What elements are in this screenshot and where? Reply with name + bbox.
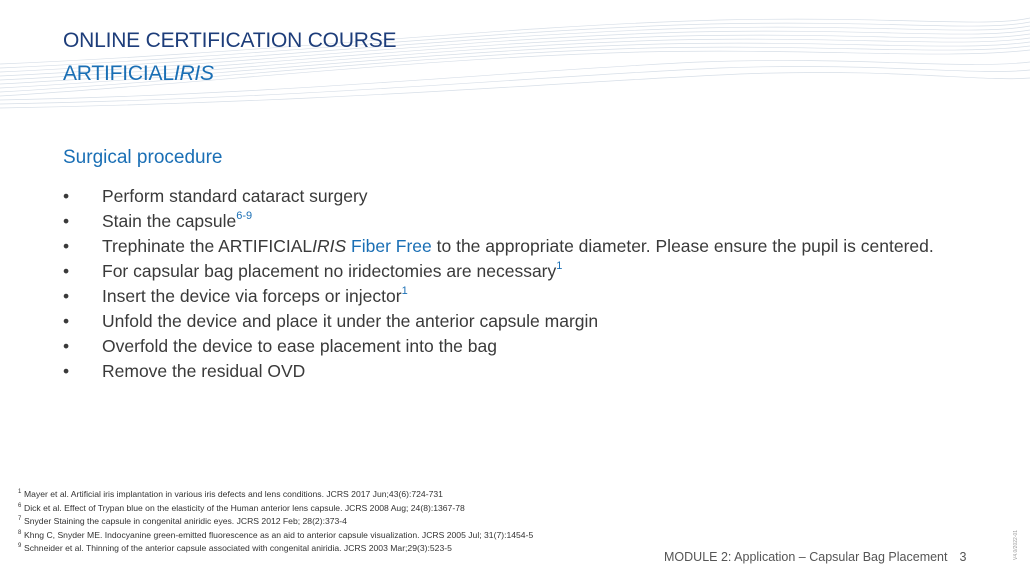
reference-number: 9 <box>18 543 22 549</box>
bullet-marker: • <box>63 261 70 281</box>
reference-item <box>18 542 618 556</box>
reference-number: 1 <box>18 489 22 495</box>
list-item-text: For capsular bag placement no iridectomies are necessary <box>102 261 557 281</box>
list-item-text: Unfold the device and place it under the anterior capsule margin <box>102 311 599 331</box>
module-label: MODULE 2: Application – Capsular Bag Placement <box>664 550 948 564</box>
product-title <box>63 62 396 86</box>
list-item-text: Stain the capsule <box>102 211 237 231</box>
bullet-marker: • <box>63 186 70 206</box>
slide-header <box>63 29 396 86</box>
list-item-text: Overfold the device to ease placement into the bag <box>102 336 497 356</box>
list-item-text: Perform standard cataract surgery <box>102 186 368 206</box>
list-item <box>63 360 963 382</box>
procedure-list <box>63 185 963 385</box>
bullet-marker: • <box>63 336 70 356</box>
bullet-marker: • <box>63 236 70 256</box>
citation-superscript: 1 <box>556 260 563 273</box>
reference-item <box>18 529 618 543</box>
bullet-marker: • <box>63 311 70 331</box>
reference-text: Mayer et al. Artificial iris implantation in various iris defects and lens conditions. JCRS 2017 Jun;43(6):724-731 <box>24 489 443 499</box>
reference-text: Snyder Staining the capsule in congenital aniridic eyes. JCRS 2012 Feb; 28(2):373-4 <box>24 516 347 526</box>
list-item-text: Insert the device via forceps or injector <box>102 286 402 306</box>
references <box>18 488 618 556</box>
bullet-marker: • <box>63 211 70 231</box>
section-title: Surgical procedure <box>63 147 223 168</box>
reference-number: 7 <box>18 516 22 522</box>
slide-footer <box>664 550 966 564</box>
reference-item <box>18 488 618 502</box>
reference-number: 8 <box>18 529 22 536</box>
citation-superscript: 1 <box>401 285 408 298</box>
reference-text: Schneider et al. Thinning of the anterior capsule associated with congenital aniridia. JCRS 2003 Mar;29(3):523-5 <box>24 543 452 553</box>
reference-text: Khng C, Snyder ME. Indocyanine green-emitted fluorescence as an aid to anterior capsule visualization. JCRS 2005 Jul; 31(7):1454-5 <box>24 529 534 540</box>
citation-superscript: 6-9 <box>236 210 253 223</box>
list-item-italic: IRIS <box>312 236 347 256</box>
bullet-marker: • <box>63 286 70 306</box>
list-item-text: Trephinate the ARTIFICIAL <box>102 236 313 256</box>
list-item <box>63 260 963 282</box>
list-item-text-cont: to the appropriate diameter. Please ensure the pupil is centered. <box>436 236 934 256</box>
bullet-marker: • <box>63 361 70 381</box>
reference-item <box>18 502 618 516</box>
list-item <box>63 285 963 307</box>
list-item <box>63 185 963 207</box>
version-code: V4.0/2022-01 <box>1013 529 1019 560</box>
list-item <box>63 235 963 257</box>
page-number: 3 <box>959 550 967 564</box>
course-title: ONLINE CERTIFICATION COURSE <box>63 29 397 52</box>
list-item <box>63 210 963 232</box>
reference-number: 6 <box>18 502 22 509</box>
list-item-text: Remove the residual OVD <box>102 361 306 381</box>
product-title-italic: IRIS <box>173 62 214 85</box>
list-item <box>63 310 963 332</box>
reference-item <box>18 515 618 529</box>
product-title-prefix: ARTIFICIAL <box>63 62 174 85</box>
product-variant-name: Fiber Free <box>351 236 432 256</box>
reference-text: Dick et al. Effect of Trypan blue on the elasticity of the Human anterior lens capsule. JCRS 2008 Aug; 24(8):1367-78 <box>24 502 465 513</box>
list-item <box>63 335 963 357</box>
